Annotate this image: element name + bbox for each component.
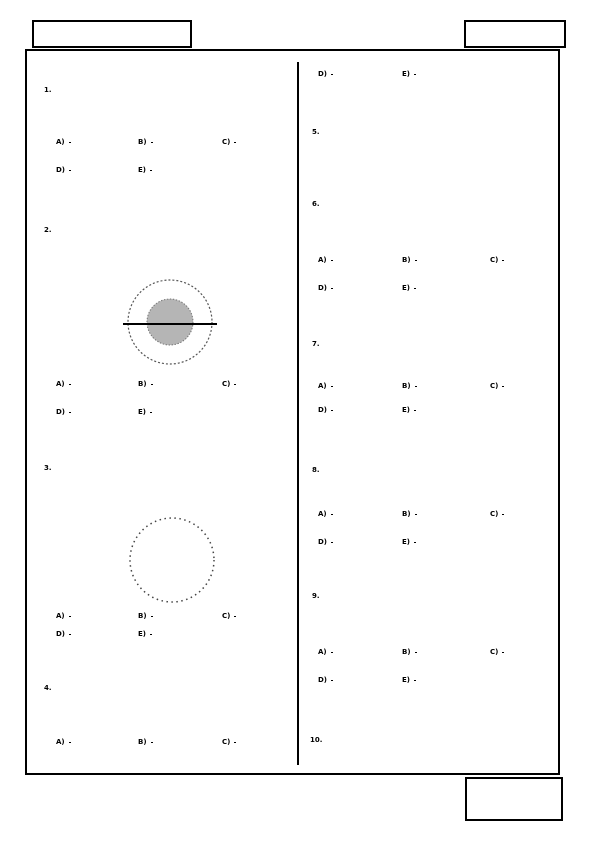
option-d[interactable]: D)	[56, 166, 71, 174]
footer-box	[465, 777, 563, 821]
option-c[interactable]: C)	[490, 382, 504, 390]
option-e[interactable]: E)	[402, 538, 416, 546]
option-d[interactable]: D)	[318, 406, 333, 414]
question-number: 8.	[312, 466, 320, 474]
dotted-circle-figure	[124, 514, 220, 606]
option-a[interactable]: A)	[318, 510, 333, 518]
option-d[interactable]: D)	[56, 408, 71, 416]
option-c[interactable]: C)	[490, 256, 504, 264]
option-a[interactable]: A)	[318, 382, 333, 390]
question-number: 3.	[44, 464, 52, 472]
question-number: 10.	[310, 736, 323, 744]
option-b[interactable]: B)	[402, 510, 417, 518]
option-b[interactable]: B)	[138, 612, 153, 620]
option-e[interactable]: E)	[138, 630, 152, 638]
option-a[interactable]: A)	[56, 138, 71, 146]
option-b[interactable]: B)	[138, 738, 153, 746]
option-b[interactable]: B)	[138, 380, 153, 388]
option-a[interactable]: A)	[56, 380, 71, 388]
option-c[interactable]: C)	[222, 612, 236, 620]
option-c[interactable]: C)	[490, 510, 504, 518]
question-number: 7.	[312, 340, 320, 348]
option-e[interactable]: E)	[402, 70, 416, 78]
option-e[interactable]: E)	[402, 406, 416, 414]
option-e[interactable]: E)	[402, 284, 416, 292]
circle-figure	[120, 276, 220, 368]
option-a[interactable]: A)	[318, 648, 333, 656]
option-d[interactable]: D)	[318, 70, 333, 78]
question-number: 9.	[312, 592, 320, 600]
option-d[interactable]: D)	[318, 538, 333, 546]
option-b[interactable]: B)	[138, 138, 153, 146]
option-a[interactable]: A)	[56, 612, 71, 620]
question-number: 2.	[44, 226, 52, 234]
page-frame	[25, 49, 560, 775]
option-d[interactable]: D)	[318, 676, 333, 684]
option-e[interactable]: E)	[138, 408, 152, 416]
option-c[interactable]: C)	[222, 738, 236, 746]
question-number: 6.	[312, 200, 320, 208]
option-b[interactable]: B)	[402, 648, 417, 656]
question-number: 1.	[44, 86, 52, 94]
option-c[interactable]: C)	[222, 138, 236, 146]
option-b[interactable]: B)	[402, 382, 417, 390]
option-e[interactable]: E)	[402, 676, 416, 684]
option-d[interactable]: D)	[56, 630, 71, 638]
header-right-box	[464, 20, 566, 48]
header-left-box	[32, 20, 192, 48]
column-divider	[297, 62, 299, 765]
question-number: 5.	[312, 128, 320, 136]
option-d[interactable]: D)	[318, 284, 333, 292]
option-a[interactable]: A)	[318, 256, 333, 264]
option-c[interactable]: C)	[222, 380, 236, 388]
option-a[interactable]: A)	[56, 738, 71, 746]
question-number: 4.	[44, 684, 52, 692]
option-b[interactable]: B)	[402, 256, 417, 264]
option-c[interactable]: C)	[490, 648, 504, 656]
option-e[interactable]: E)	[138, 166, 152, 174]
